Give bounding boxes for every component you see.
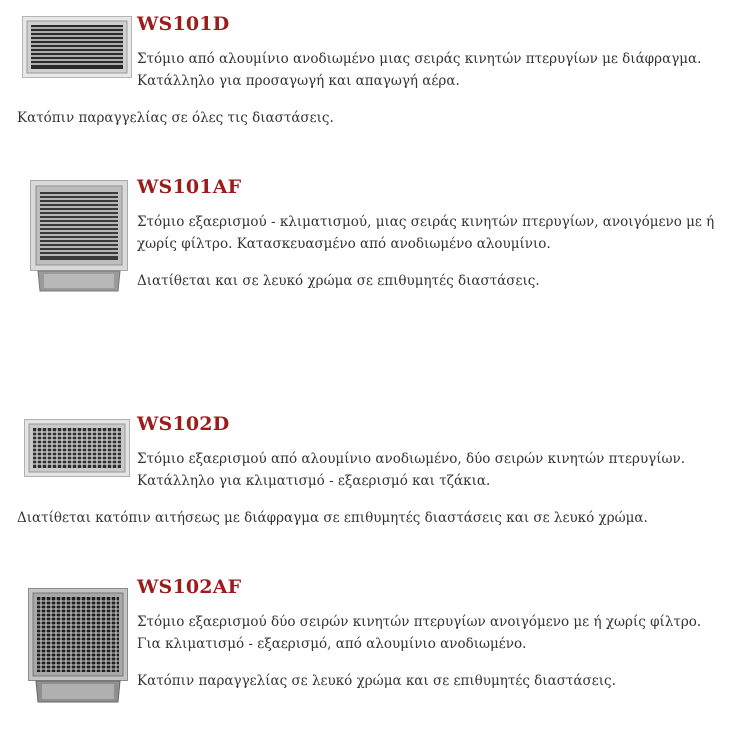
- product-note: Διατίθεται και σε λευκό χρώμα σε επιθυμητές διαστάσεις.: [137, 273, 540, 289]
- product-image-ws101d[interactable]: [22, 16, 132, 78]
- product-note: Κατόπιν παραγγελίας σε λευκό χρώμα και σε επιθυμητές διαστάσεις.: [137, 673, 616, 689]
- product-description: Στόμιο εξαερισμού δύο σειρών κινητών πτερυγίων ανοιγόμενο με ή χωρίς φίλτρο. Για κλιματισμό - εξαερισμό, από αλουμίνιο ανοδιωμένο.: [137, 614, 702, 652]
- product-description: Στόμιο εξαερισμού - κλιματισμού, μιας σειράς κινητών πτερυγίων, ανοιγόμενο με ή χωρίς φίλτρο. Κατασκευασμένο από ανοδιωμένο αλουμίνιο.: [137, 214, 715, 252]
- product-description: Στόμιο εξαερισμού από αλουμίνιο ανοδιωμένο, δύο σειρών κινητών πτερυγίων. Κατάλληλο για κλιματισμό - εξαερισμό και τζάκια.: [137, 451, 686, 489]
- product-title[interactable]: WS102D: [137, 413, 230, 435]
- product-description: Στόμιο από αλουμίνιο ανοδιωμένο μιας σειράς κινητών πτερυγίων με διάφραγμα. Κατάλληλο για προσαγωγή και απαγωγή αέρα.: [137, 51, 702, 89]
- product-note: Διατίθεται κατόπιν αιτήσεως με διάφραγμα σε επιθυμητές διαστάσεις και σε λευκό χρώμα.: [17, 510, 648, 526]
- product-image-ws102af[interactable]: [28, 588, 128, 704]
- product-note: Κατόπιν παραγγελίας σε όλες τις διαστάσεις.: [17, 110, 334, 126]
- product-image-ws102d[interactable]: [24, 419, 130, 477]
- product-title[interactable]: WS101AF: [137, 176, 242, 198]
- product-title[interactable]: WS102AF: [137, 576, 242, 598]
- product-image-ws101af[interactable]: [30, 180, 128, 292]
- product-title[interactable]: WS101D: [137, 13, 230, 35]
